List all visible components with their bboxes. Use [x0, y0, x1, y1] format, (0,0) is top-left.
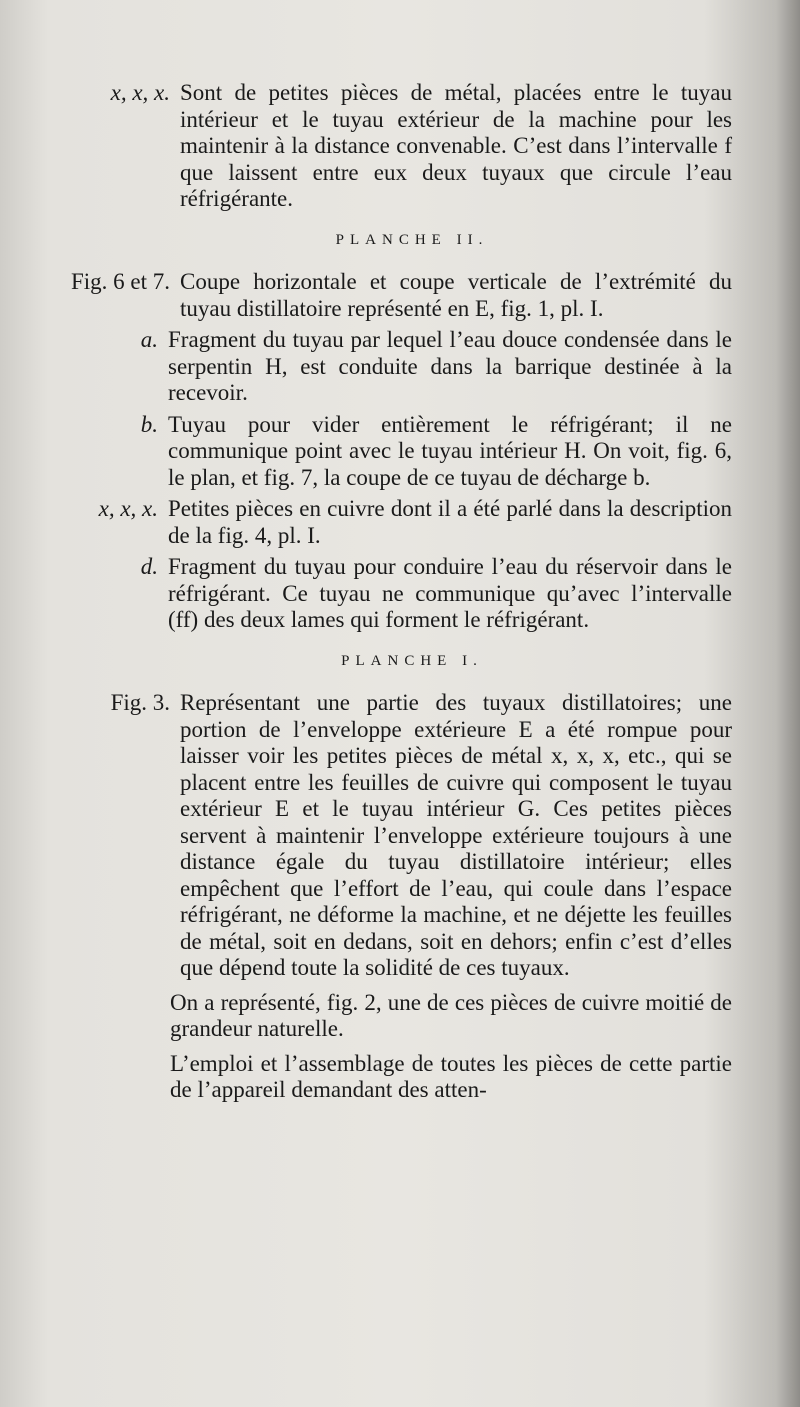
entry-text: Sont de petites pièces de métal, placées entre le tuyau intérieur et le tuyau extérieur de la machine pour les maintenir à la distance convenable. C’est dans l’intervalle f que laissent entre eux deux tuyaux que circule l’eau réfrigérante.: [180, 80, 732, 211]
entry-text: Tuyau pour vider entièrement le réfrigérant; il ne communique point avec le tuyau intérieur H. On voit, fig. 6, le plan, et fig. 7, la coupe de ce tuyau de décharge b.: [168, 411, 732, 490]
list-item: [62, 496, 732, 549]
list-item: [62, 269, 732, 322]
paragraph: On a représenté, fig. 2, une de ces pièces de cuivre moitié de grandeur naturelle.: [170, 989, 732, 1041]
entry-label: a.: [140, 327, 158, 352]
list-item: [62, 412, 732, 492]
entry-label: b.: [140, 411, 158, 437]
list-item: [62, 554, 732, 634]
entry-text: Petites pièces en cuivre dont il a été parlé dans la description de la fig. 4, pl. I.: [168, 496, 732, 548]
entry-label: x, x, x.: [98, 496, 158, 521]
plate-heading: PLANCHE I.: [341, 652, 483, 669]
entry-text: Représentant une partie des tuyaux distillatoires; une portion de l’enveloppe extérieure E a été rompue pour laisser voir les petites pièces de métal x, x, x, etc., qui se placent entre les feuilles de cuivre qui composent le tuyau extérieur E et le tuyau intérieur G. Ces petites pièces servent à maintenir l’enveloppe extérieure toujours à une distance égale du tuyau distillatoire intérieur; elles empêchent que l’effort de l’eau, qui coule dans l’espace réfrigérant, ne déforme la machine, et ne déjette les feuilles de métal, soit en dedans, soit en dehors; enfin c’est d’elles que dépend toute la solidité de ces tuyaux.: [180, 690, 732, 980]
entry-label: Fig. 6 et 7.: [70, 269, 170, 294]
entry-text: Fragment du tuyau par lequel l’eau douce condensée dans le serpentin H, est conduite dans la barrique destinée à la recevoir.: [168, 327, 732, 405]
entry-text: Fragment du tuyau pour conduire l’eau du réservoir dans le réfrigérant. Ce tuyau ne communique qu’avec l’intervalle (ff) des deux lames qui forment le réfrigérant.: [168, 554, 732, 632]
entry-label: d.: [140, 554, 158, 579]
list-item: [62, 690, 732, 982]
list-item: [62, 80, 732, 213]
list-item: [62, 327, 732, 407]
entry-label: x, x, x.: [110, 80, 170, 105]
entry-text: Coupe horizontale et coupe verticale de l’extrémité du tuyau distillatoire représenté en E, fig. 1, pl. I.: [180, 269, 732, 321]
page-text: [62, 80, 732, 1108]
plate-heading: PLANCHE II.: [335, 231, 489, 248]
entry-label: Fig. 3.: [110, 690, 170, 715]
paragraph: L’emploi et l’assemblage de toutes les pièces de cette partie de l’appareil demandant des atten-: [170, 1050, 732, 1102]
